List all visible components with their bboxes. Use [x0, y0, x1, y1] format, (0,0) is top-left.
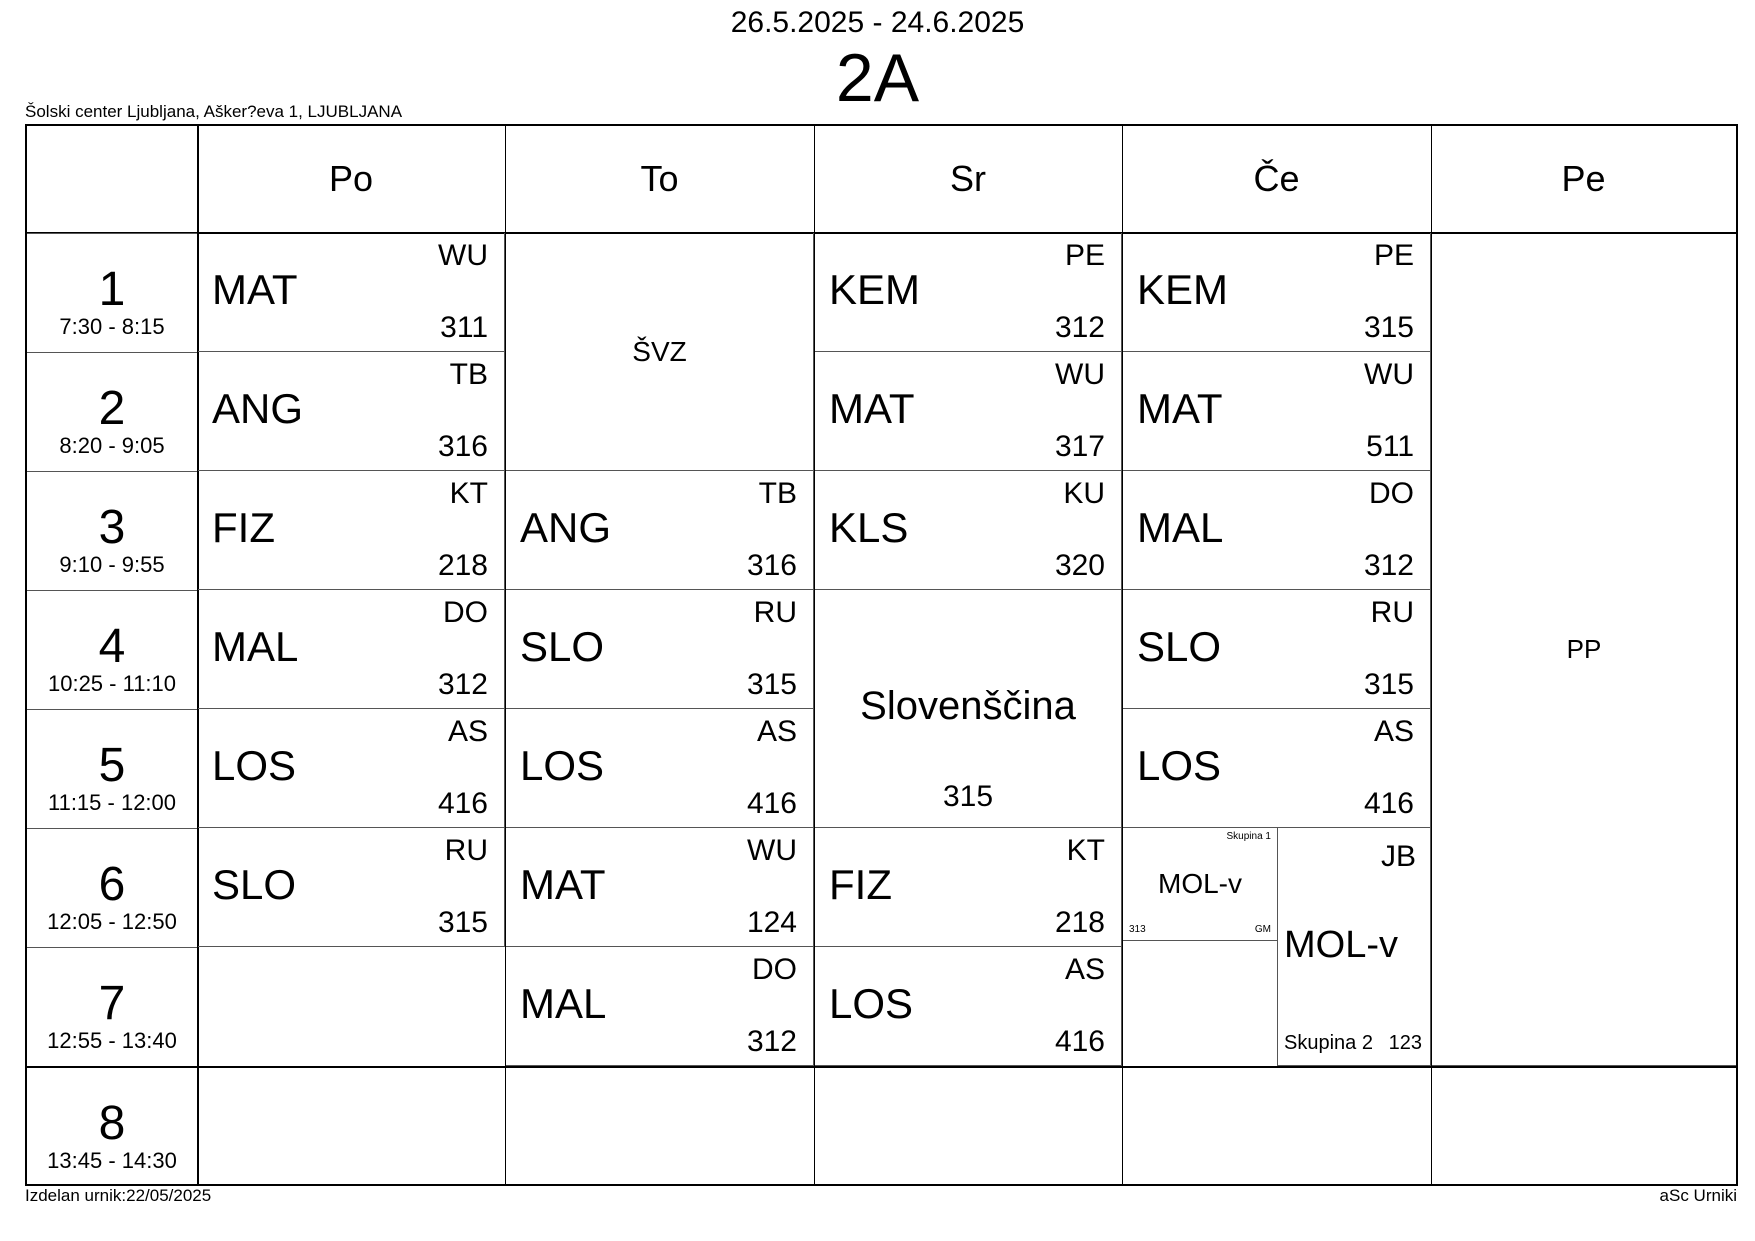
lesson-cell-group1: Skupina 1 MOL-v 313 GM: [1123, 828, 1278, 941]
day-header-po: Po: [328, 158, 374, 199]
lesson-cell: ANG TB 316: [506, 471, 814, 590]
lesson-cell-group2: JB MOL-v Skupina 2 123: [1278, 828, 1431, 1066]
lesson-cell: FIZ KT 218: [198, 471, 505, 590]
lesson-cell: MAL DO 312: [198, 590, 505, 709]
date-range: 26.5.2025 - 24.6.2025: [730, 6, 1025, 39]
lesson-cell: MAL DO 312: [506, 947, 814, 1066]
period-4: 4 10:25 - 11:10: [27, 590, 197, 709]
day-header-pe: Pe: [1561, 158, 1606, 199]
lesson-cell: MAL DO 312: [1123, 471, 1431, 590]
lesson-cell: LOS AS 416: [506, 709, 814, 828]
lesson-cell-svz: ŠVZ: [506, 233, 814, 471]
lesson-cell: MAT WU 311: [198, 233, 505, 352]
lesson-cell: LOS AS 416: [1123, 709, 1431, 828]
lesson-cell-slovenscina: Slovenščina 315: [815, 590, 1122, 828]
school-name: Šolski center Ljubljana, Ašker?eva 1, LJUBLJANA: [25, 102, 403, 121]
lesson-cell-pp: PP: [1432, 233, 1736, 1066]
period-1: 1 7:30 - 8:15: [27, 233, 197, 352]
lesson-cell: LOS AS 416: [198, 709, 505, 828]
day-header-sr: Sr: [950, 158, 986, 199]
period-7: 7 12:55 - 13:40: [27, 947, 197, 1066]
lesson-cell: ANG TB 316: [198, 352, 505, 471]
day-header-to: To: [640, 158, 679, 199]
created-date: Izdelan urnik:22/05/2025: [25, 1186, 212, 1205]
lesson-cell: SLO RU 315: [1123, 590, 1431, 709]
lesson-cell: KLS KU 320: [815, 471, 1122, 590]
empty-cell: [1123, 941, 1278, 1066]
period-2: 2 8:20 - 9:05: [27, 352, 197, 471]
lesson-cell: SLO RU 315: [198, 828, 505, 947]
lesson-cell: MAT WU 317: [815, 352, 1122, 471]
period-3: 3 9:10 - 9:55: [27, 471, 197, 590]
timetable-grid: [25, 124, 1738, 1186]
lesson-cell: MAT WU 124: [506, 828, 814, 947]
brand-label: aSc Urniki: [1659, 1186, 1737, 1205]
lesson-cell: KEM PE 312: [815, 233, 1122, 352]
period-6: 6 12:05 - 12:50: [27, 828, 197, 947]
period-5: 5 11:15 - 12:00: [27, 709, 197, 828]
lesson-cell: KEM PE 315: [1123, 233, 1431, 352]
lesson-cell: MAT WU 511: [1123, 352, 1431, 471]
class-name: 2A: [835, 40, 920, 116]
lesson-cell: SLO RU 315: [506, 590, 814, 709]
day-header-ce: Če: [1253, 158, 1300, 199]
lesson-cell: LOS AS 416: [815, 947, 1122, 1066]
period-8: 8 13:45 - 14:30: [27, 1066, 197, 1185]
lesson-cell: FIZ KT 218: [815, 828, 1122, 947]
